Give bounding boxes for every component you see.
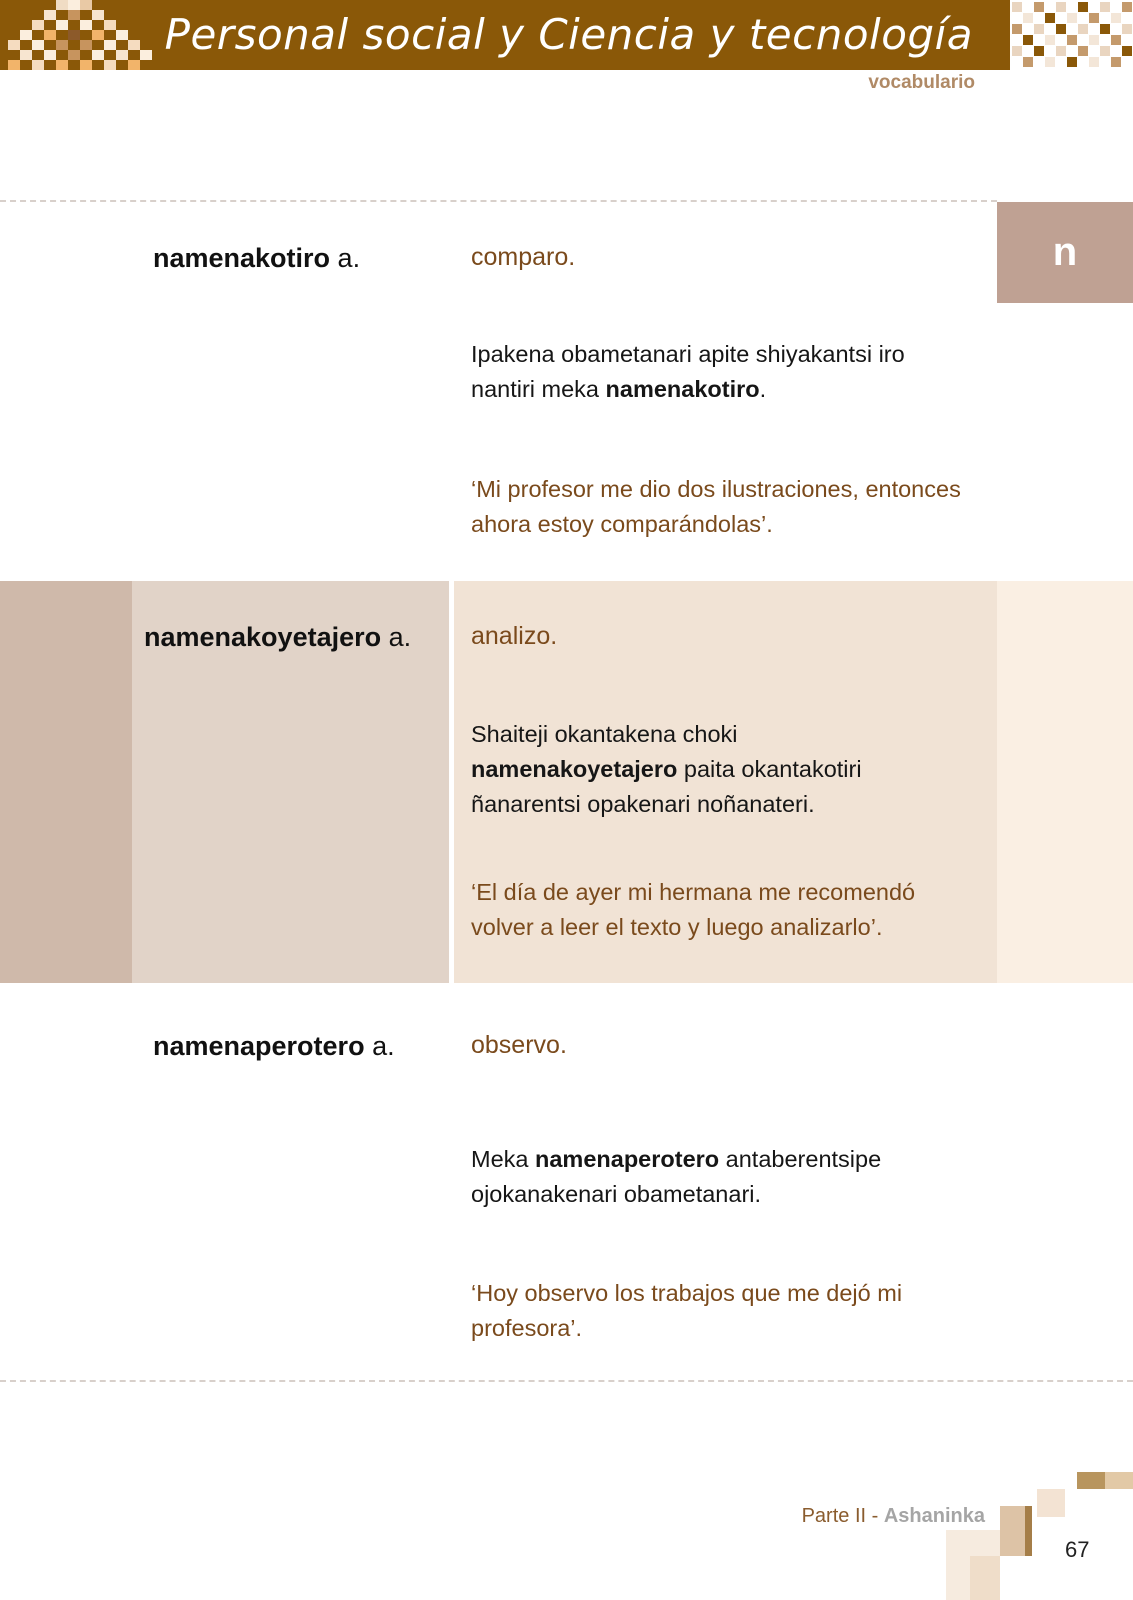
letter-tab: n (997, 202, 1133, 303)
page-number: 67 (1065, 1537, 1090, 1562)
entry-example: Shaiteji okantakena choki namenakoyetajero paita okantakotiri ñanarentsi opakenari noñanateri. (471, 721, 862, 817)
highlight-band-left (0, 581, 132, 983)
entry-translation: ‘El día de ayer mi hermana me recomendó volver a leer el texto y luego analizarlo’. (471, 879, 916, 940)
footer-part-label: Parte II - Ashaninka (801, 1505, 985, 1527)
entry-example: Meka namenaperotero antaberentsipe ojokanakenari obametanari. (471, 1146, 882, 1207)
entry-headword: namenakotiro a. (153, 243, 361, 273)
entry-headword: namenaperotero a. (153, 1031, 395, 1061)
entry-translation: ‘Hoy observo los trabajos que me dejó mi profesora’. (471, 1280, 903, 1341)
header-subtitle: vocabulario (868, 72, 975, 93)
bottom-divider (0, 1380, 1133, 1382)
entry-headword: namenakoyetajero a. (144, 622, 412, 652)
entry-translation: ‘Mi profesor me dio dos ilustraciones, entonces ahora estoy comparándolas’. (471, 476, 961, 537)
top-divider (0, 200, 997, 202)
entry-gloss: analizo. (471, 622, 558, 650)
entry-example: Ipakena obametanari apite shiyakantsi iro nantiri meka namenakotiro. (471, 341, 905, 402)
entry-gloss: observo. (471, 1031, 567, 1059)
header-title: Personal social y Ciencia y tecnología (164, 10, 973, 59)
entry-gloss: comparo. (471, 243, 576, 271)
highlight-band-right (997, 581, 1133, 983)
